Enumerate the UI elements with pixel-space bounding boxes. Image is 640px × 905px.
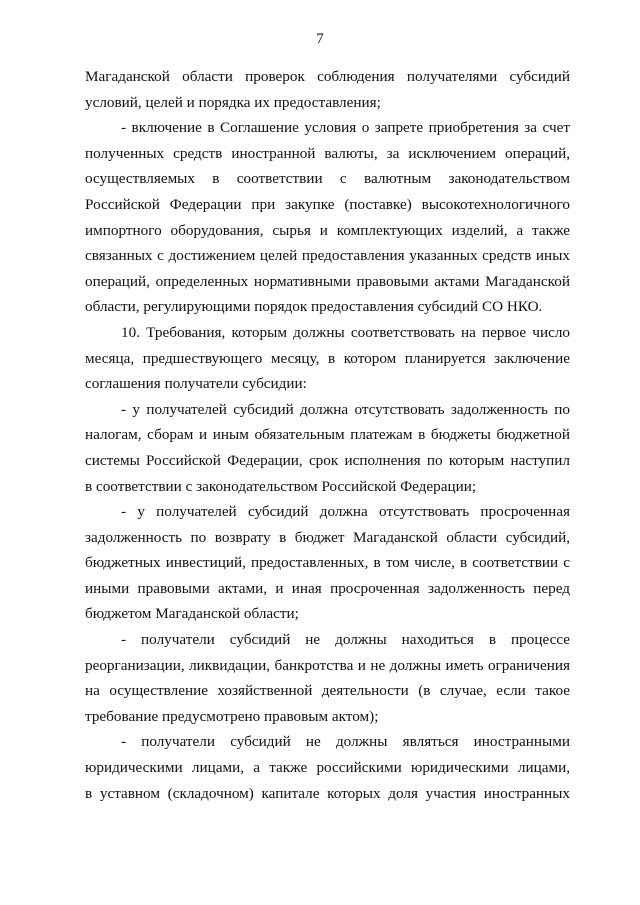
text-line: области, регулирующими порядок предоставления субсидий СО НКО. bbox=[85, 298, 543, 316]
text-line: в соответствии с законодательством Российской Федерации; bbox=[85, 477, 477, 495]
text-line: - включение в Соглашение условия о запрете приобретения за счет bbox=[121, 119, 570, 137]
paragraph-overdue-debt bbox=[85, 499, 570, 627]
text-line: бюджетных инвестиций, предоставленных, в том числе, в соответствии с bbox=[85, 554, 570, 572]
text-line: в уставном (складочном) капитале которых доля участия иностранных bbox=[85, 784, 570, 802]
text-line: - у получателей субсидий должна отсутствовать просроченная bbox=[121, 503, 570, 521]
paragraph-foreign-entities bbox=[85, 729, 570, 806]
paragraph-control-clause bbox=[85, 64, 570, 115]
text-line: операций, определенных нормативными правовыми актами Магаданской bbox=[85, 272, 570, 290]
text-line: - получатели субсидий не должны являться иностранными bbox=[121, 733, 570, 751]
paragraph-reorganization bbox=[85, 627, 570, 729]
paragraph-requirements-heading bbox=[85, 320, 570, 397]
text-line: системы Российской Федерации, срок исполнения по которым наступил bbox=[85, 451, 570, 469]
text-line: иными правовыми актами, и иная просроченная задолженность перед bbox=[85, 579, 570, 597]
text-line: соглашения получатели субсидии: bbox=[85, 375, 307, 393]
text-line: условий, целей и порядка их предоставления; bbox=[85, 93, 381, 111]
text-line: на осуществление хозяйственной деятельности (в случае, если такое bbox=[85, 682, 570, 700]
text-line: осуществляемых в соответствии с валютным законодательством bbox=[85, 170, 570, 188]
text-line: Российской Федерации при закупке (поставке) высокотехнологичного bbox=[85, 195, 570, 213]
document-body bbox=[85, 64, 570, 806]
text-line: полученных средств иностранной валюты, за исключением операций, bbox=[85, 144, 570, 162]
text-line: требование предусмотрено правовым актом); bbox=[85, 707, 379, 725]
page-number: 7 bbox=[316, 31, 324, 47]
text-line: Магаданской области проверок соблюдения получателями субсидий bbox=[85, 68, 570, 85]
text-line: бюджетом Магаданской области; bbox=[85, 605, 299, 623]
text-line: юридическими лицами, а также российскими юридическими лицами, bbox=[85, 759, 570, 777]
text-line: импортного оборудования, сырья и комплектующих изделий, а также bbox=[85, 221, 570, 239]
text-line: реорганизации, ликвидации, банкротства и не должны иметь ограничения bbox=[85, 656, 570, 674]
paragraph-tax-debt bbox=[85, 397, 570, 499]
text-line: связанных с достижением целей предоставления указанных средств иных bbox=[85, 247, 570, 265]
text-line: задолженность по возврату в бюджет Магаданской области субсидий, bbox=[85, 528, 570, 546]
text-line: месяца, предшествующего месяцу, в котором планируется заключение bbox=[85, 349, 570, 367]
text-line: - получатели субсидий не должны находиться в процессе bbox=[121, 631, 570, 649]
text-line: - у получателей субсидий должна отсутствовать задолженность по bbox=[121, 400, 570, 418]
text-line: налогам, сборам и иным обязательным платежам в бюджеты бюджетной bbox=[85, 426, 570, 444]
text-line: 10. Требования, которым должны соответствовать на первое число bbox=[121, 323, 570, 341]
paragraph-currency-clause bbox=[85, 115, 570, 320]
